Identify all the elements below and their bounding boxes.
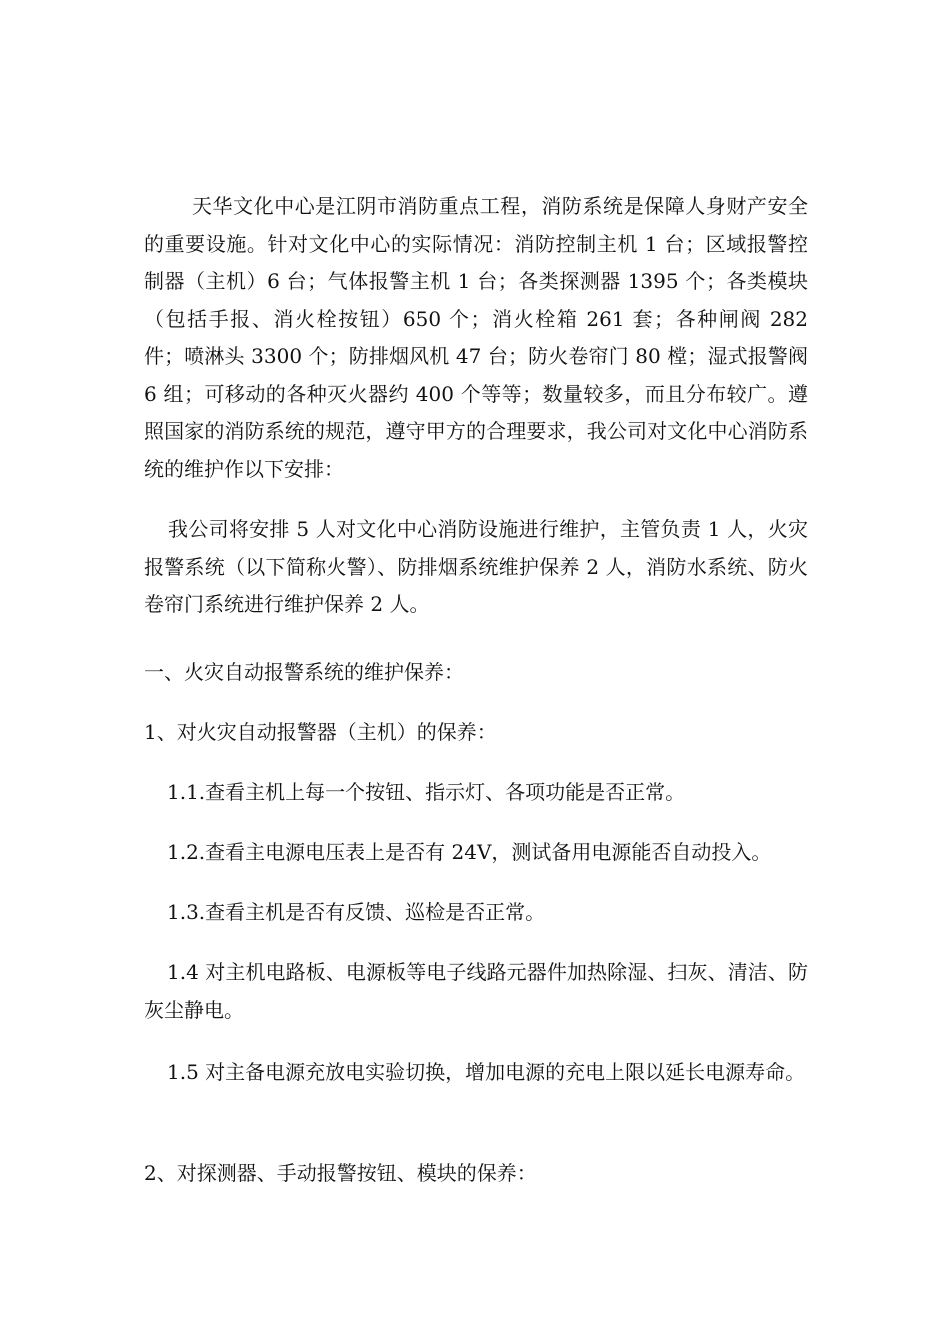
item-heading-detector-maintenance: 2、对探测器、手动报警按钮、模块的保养： <box>144 1161 537 1185</box>
item-1-2: 1.2.查看主电源电压表上是否有 24V，测试备用电源能否自动投入。 <box>167 840 772 864</box>
item-1-5: 1.5 对主备电源充放电实验切换，增加电源的充电上限以延长电源寿命。 <box>167 1060 806 1084</box>
item-1-1: 1.1.查看主机上每一个按钮、指示灯、各项功能是否正常。 <box>167 780 686 804</box>
section-heading-fire-alarm: 一、火灾自动报警系统的维护保养： <box>144 660 464 684</box>
item-1-4: 1.4 对主机电路板、电源板等电子线路元器件加热除湿、扫灰、清洁、防灰尘静电。 <box>144 960 808 1022</box>
staffing-paragraph: 我公司将安排 5 人对文化中心消防设施进行维护，主管负责 1 人，火灾报警系统（以下简称火警）、防排烟系统维护保养 2 人，消防水系统、防火卷帘门系统进行维护保养 2 人。 <box>144 517 808 616</box>
intro-paragraph: 天华文化中心是江阴市消防重点工程，消防系统是保障人身财产安全的重要设施。针对文化中心的实际情况：消防控制主机 1 台；区域报警控制器（主机）6 台；气体报警主机 1 台；各类探测器 1395 个；各类模块（包括手报、消火栓按钮）650 个；消火栓箱 261 套；各种闸阀 282 件；喷淋头 3300 个；防排烟风机 47 台；防火卷帘门 80 樘；湿式报警阀 6 组；可移动的各种灭火器约 400 个等等；数量较多，而且分布较广。遵照国家的消防系统的规范，遵守甲方的合理要求，我公司对文化中心消防系统的维护作以下安排： <box>144 194 808 481</box>
item-1-3: 1.3.查看主机是否有反馈、巡检是否正常。 <box>167 900 546 924</box>
item-heading-host-maintenance: 1、对火灾自动报警器（主机）的保养： <box>144 720 497 744</box>
